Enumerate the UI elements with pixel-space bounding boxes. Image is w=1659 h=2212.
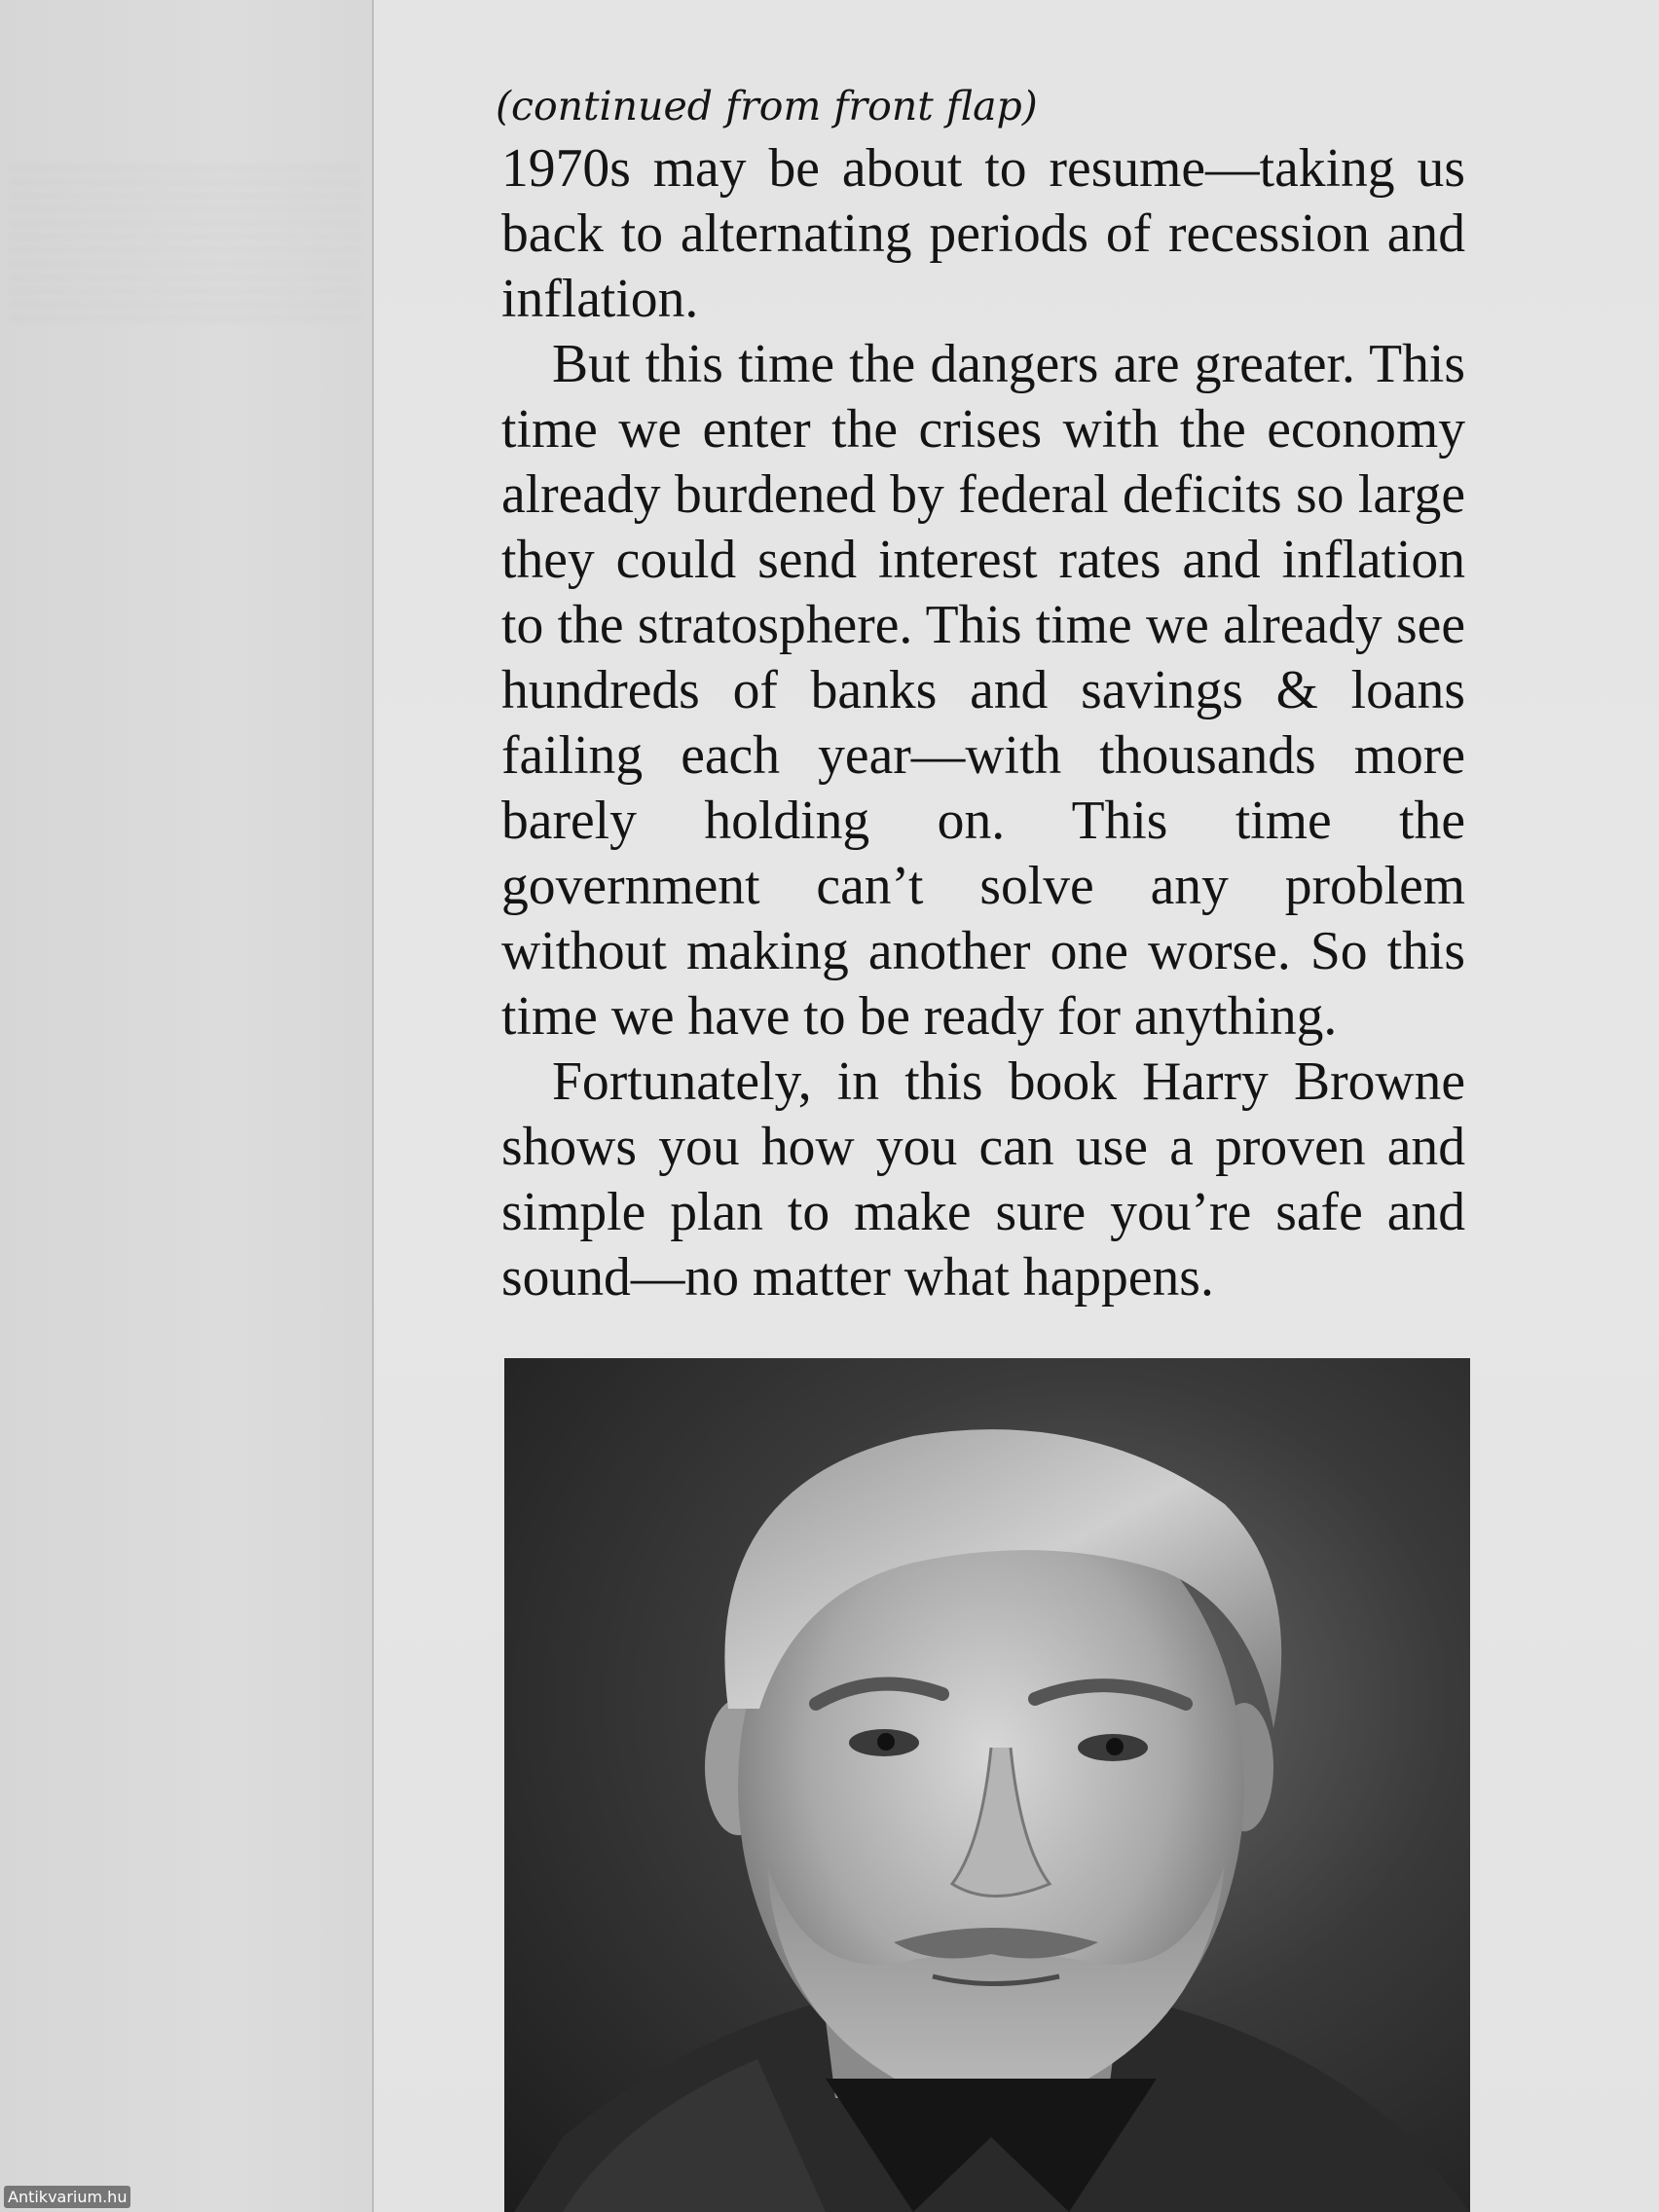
watermark: Antikvarium.hu (4, 2186, 130, 2208)
author-photo (504, 1358, 1470, 2212)
flap-text (496, 80, 1465, 1310)
faded-text-bleed (10, 166, 360, 321)
paragraph-2: But this time the dangers are greater. This time we enter the crises with the economy already burdened by federal deficits so large they could send interest rates and inflation to the stratosphere. This time we already see hundreds of banks and savings & loans failing each year—with thousands more barely holding on. This time the government can’t solve any problem without making another one worse. So this time we have to be ready for anything. (501, 334, 1465, 1047)
paragraph-1: 1970s may be about to resume—taking us back to alternating periods of recession and inflation. (501, 138, 1465, 329)
continued-note: (continued from front flap) (496, 83, 1038, 129)
back-cover-edge (0, 0, 374, 2212)
author-portrait-illustration (504, 1358, 1470, 2212)
paragraph-3: Fortunately, in this book Harry Browne shows you how you can use a proven and simple plan to make sure you’re safe and sound—no matter what happens. (501, 1051, 1465, 1308)
